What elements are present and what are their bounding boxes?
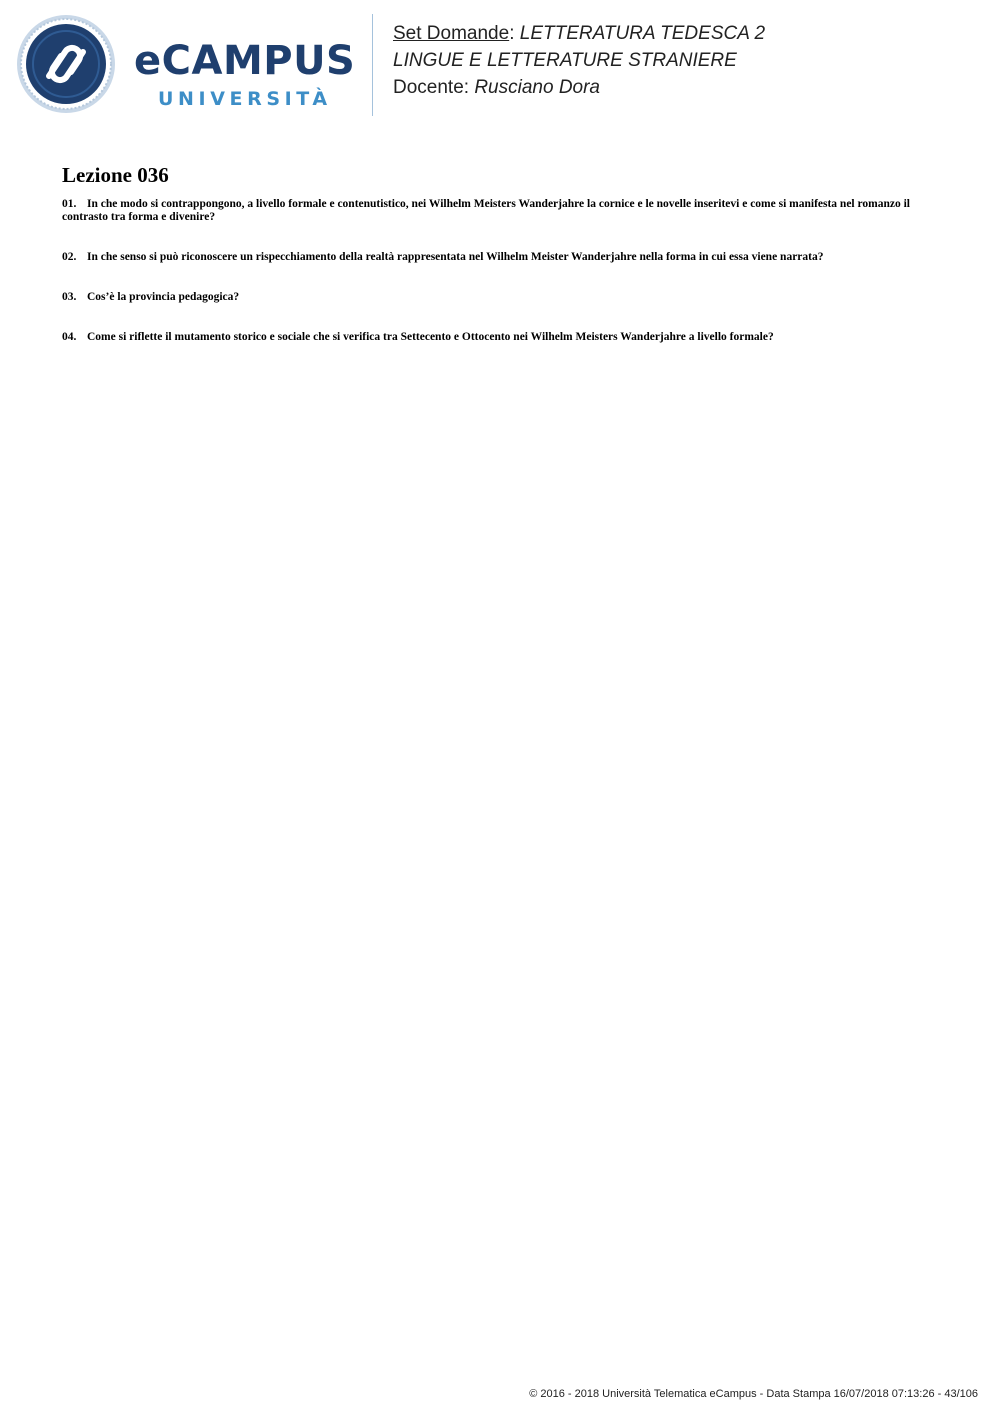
ecampus-seal-icon bbox=[16, 14, 116, 114]
question-list bbox=[62, 198, 942, 344]
question-number: 02. bbox=[62, 251, 77, 263]
set-label: Set Domande bbox=[393, 23, 510, 44]
question-number: 01. bbox=[62, 198, 77, 210]
question-item bbox=[62, 291, 942, 304]
header-divider bbox=[372, 14, 373, 116]
question-text: Come si riflette il mutamento storico e sociale che si verifica tra Settecento e Ottocento nei Wilhelm Meisters Wanderjahre a livello formale? bbox=[87, 331, 774, 343]
question-number: 03. bbox=[62, 291, 77, 303]
teacher-name: Rusciano Dora bbox=[474, 77, 600, 98]
question-item bbox=[62, 198, 942, 224]
question-number: 04. bbox=[62, 331, 77, 343]
question-item bbox=[62, 251, 942, 264]
question-text: In che modo si contrappongono, a livello formale e contenutistico, nei Wilhelm Meisters Wanderjahre la cornice e le novelle inseritevi e come si manifesta nel romanzo il contrasto tra forma e divenire? bbox=[62, 198, 910, 223]
brand-subtitle: UNIVERSITÀ bbox=[158, 88, 332, 110]
course-name: LETTERATURA TEDESCA 2 bbox=[519, 23, 766, 44]
degree-name: LINGUE E LETTERATURE STRANIERE bbox=[393, 50, 737, 71]
brand-wordmark: eCAMPUS bbox=[134, 38, 356, 84]
course-line bbox=[393, 20, 765, 47]
set-colon: : bbox=[509, 23, 515, 44]
question-text: In che senso si può riconoscere un rispecchiamento della realtà rappresentata nel Wilhelm Meister Wanderjahre nella forma in cui essa viene narrata? bbox=[87, 251, 824, 263]
teacher-label: Docente: bbox=[393, 77, 475, 98]
lesson-title: Lezione 036 bbox=[62, 163, 169, 187]
page-footer: © 2016 - 2018 Università Telematica eCampus - Data Stampa 16/07/2018 07:13:26 - 43/106 bbox=[529, 1388, 978, 1400]
question-text: Cos’è la provincia pedagogica? bbox=[87, 291, 240, 303]
teacher-line bbox=[393, 74, 765, 101]
question-item bbox=[62, 331, 942, 344]
course-info bbox=[393, 20, 765, 101]
